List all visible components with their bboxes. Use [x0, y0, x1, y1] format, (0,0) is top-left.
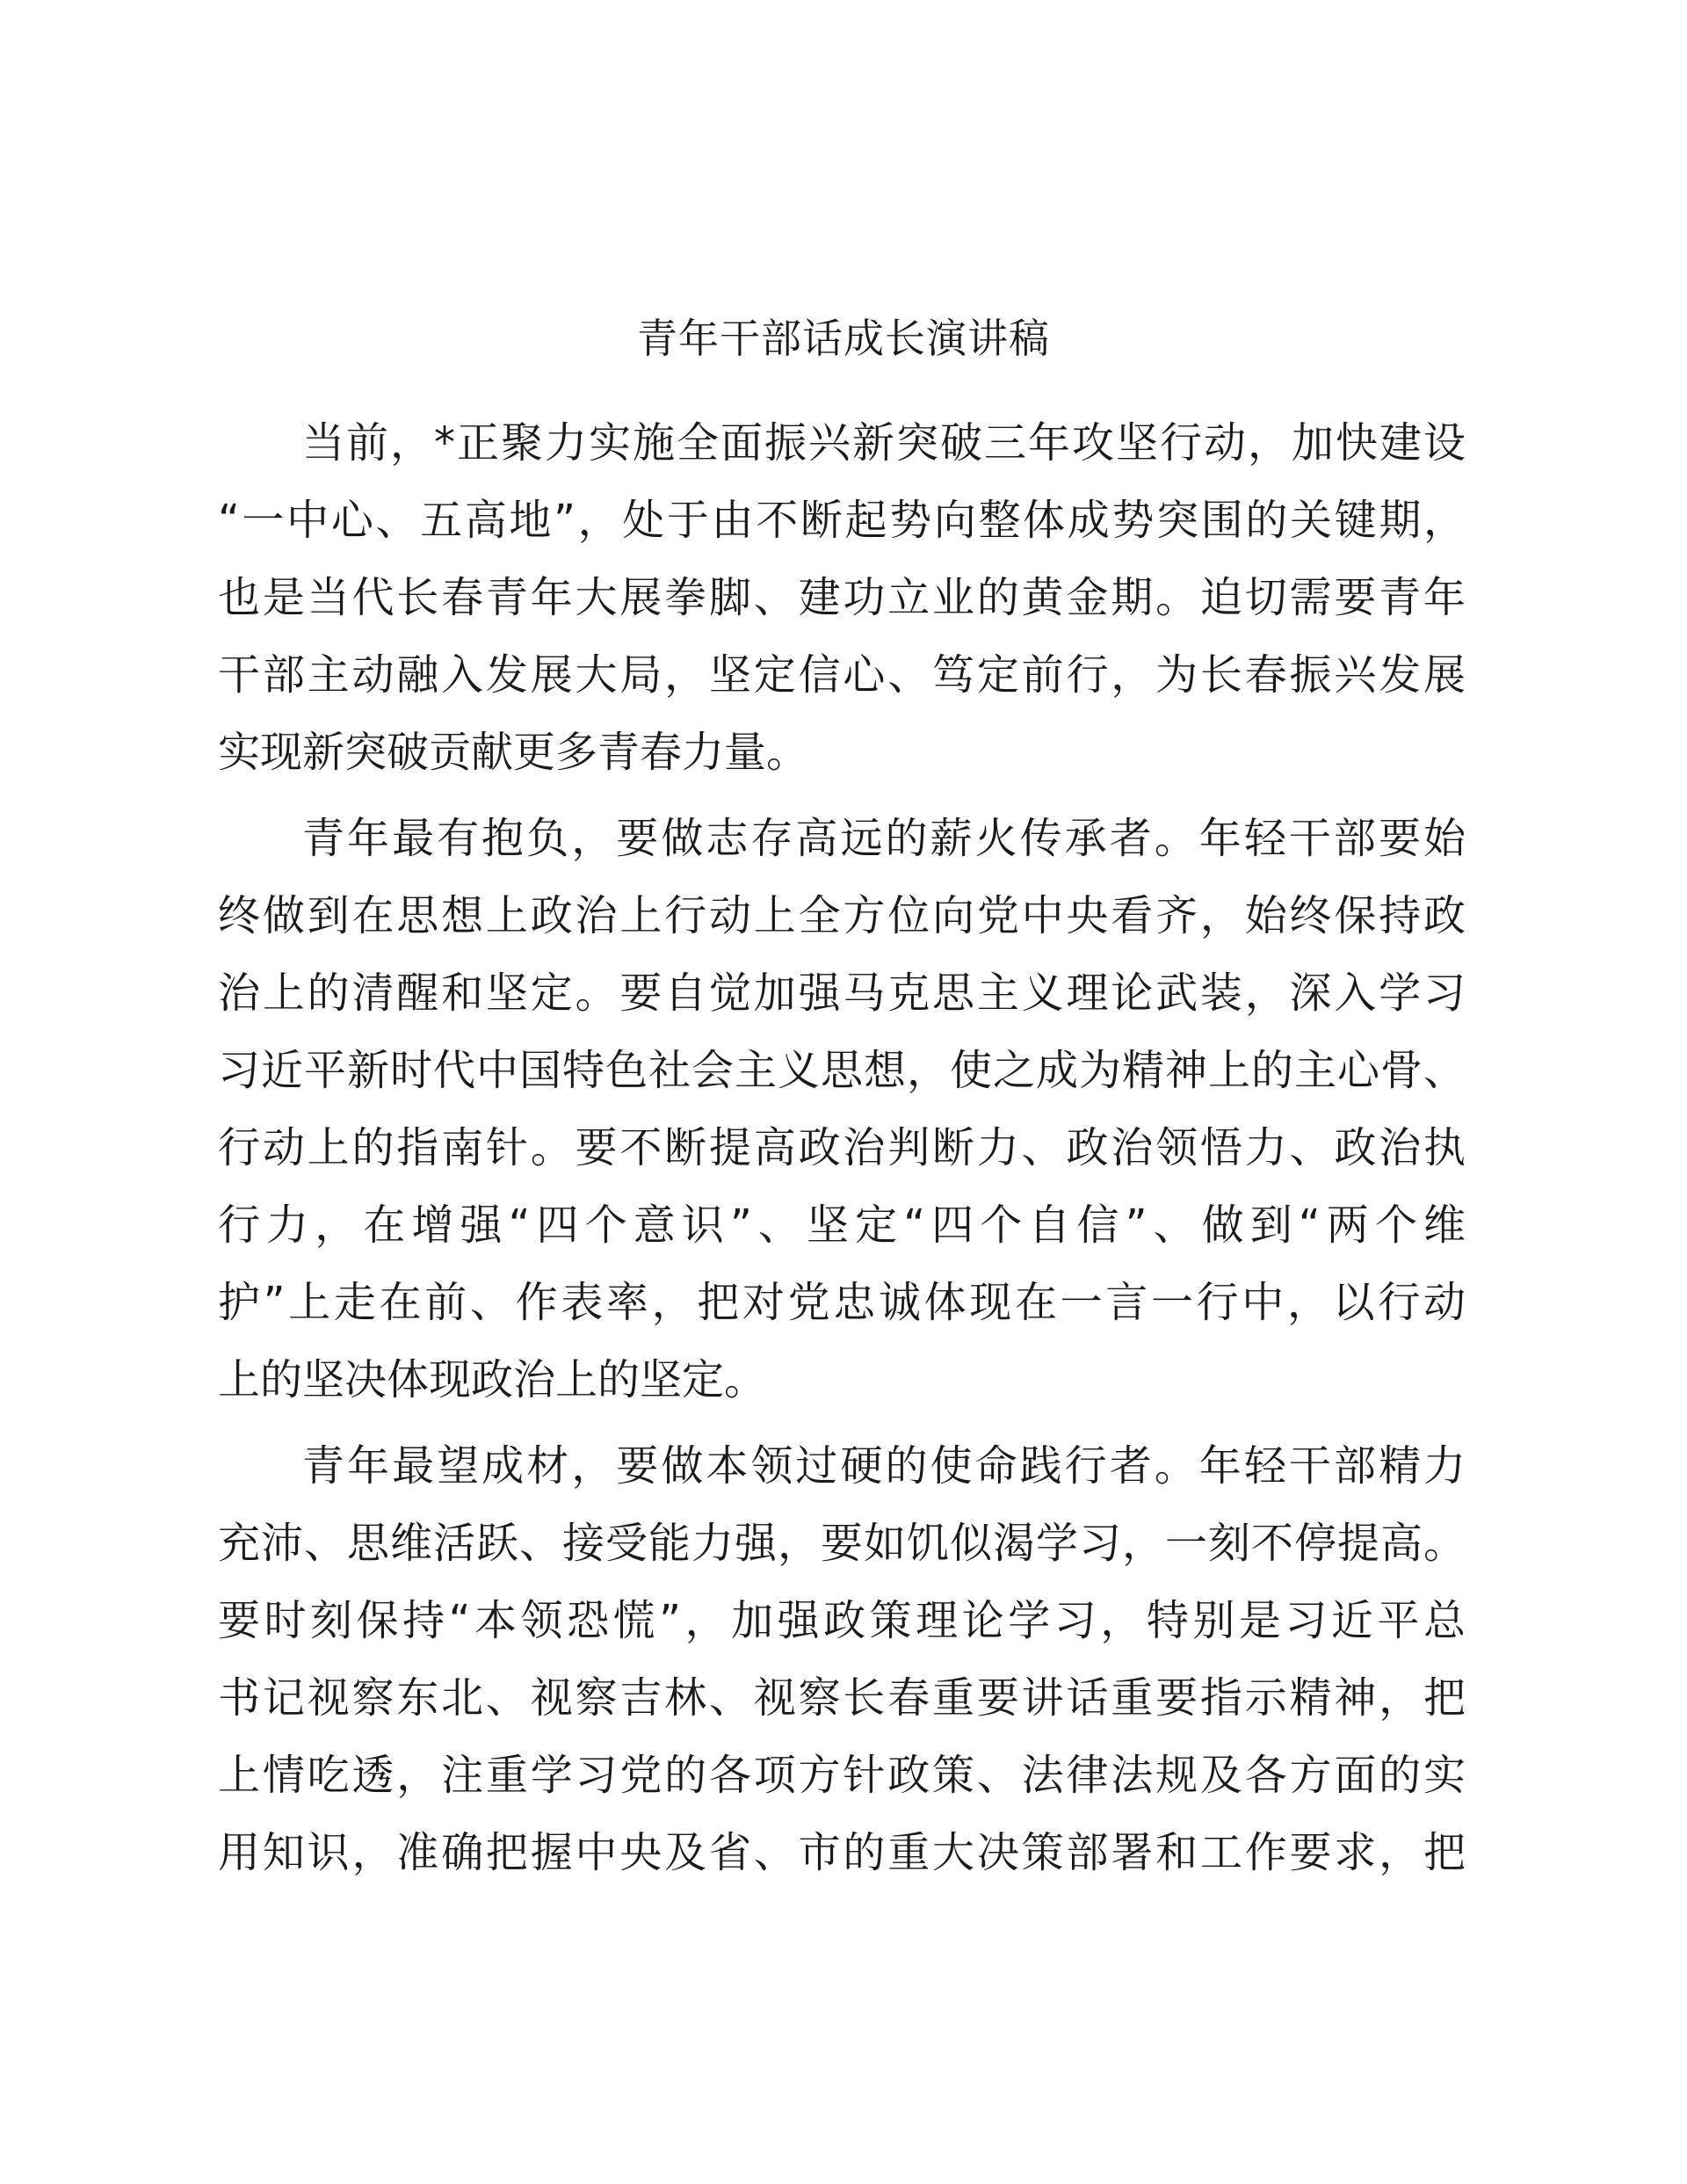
paragraph-line: 终做到在思想上政治上行动上全方位向党中央看齐，始终保持政: [218, 891, 1466, 940]
paragraph-line: 行动上的指南针。要不断提高政治判断力、政治领悟力、政治执: [218, 1123, 1466, 1172]
paragraph-line: 治上的清醒和坚定。要自觉加强马克思主义理论武装，深入学习: [218, 969, 1466, 1018]
paragraph-line: 上的坚决体现政治上的坚定。: [218, 1355, 767, 1404]
document-title: 青年干部话成长演讲稿: [637, 315, 1050, 362]
paragraph-line: 护”上走在前、作表率，把对党忠诚体现在一言一行中，以行动: [218, 1278, 1466, 1327]
paragraph-line: 当前，*正聚力实施全面振兴新突破三年攻坚行动，加快建设: [302, 418, 1466, 468]
paragraph-line: 实现新突破贡献更多青春力量。: [218, 728, 809, 777]
paragraph-line: “一中心、五高地”，处于由不断起势向整体成势突围的关键期，: [218, 496, 1466, 545]
paragraph-line: 用知识，准确把握中央及省、市的重大决策部署和工作要求，把: [218, 1828, 1466, 1877]
paragraph-line: 行力，在增强“四个意识”、坚定“四个自信”、做到“两个维: [218, 1201, 1466, 1250]
paragraph-line: 也是当代长春青年大展拳脚、建功立业的黄金期。迫切需要青年: [218, 573, 1466, 622]
paragraph-line: 要时刻保持“本领恐慌”，加强政策理论学习，特别是习近平总: [218, 1596, 1466, 1645]
paragraph-line: 习近平新时代中国特色社会主义思想，使之成为精神上的主心骨、: [218, 1046, 1466, 1095]
paragraph-line: 书记视察东北、视察吉林、视察长春重要讲话重要指示精神，把: [218, 1673, 1466, 1723]
paragraph-line: 充沛、思维活跃、接受能力强，要如饥似渴学习，一刻不停提高。: [218, 1519, 1466, 1568]
paragraph-line: 干部主动融入发展大局，坚定信心、笃定前行，为长春振兴发展: [218, 650, 1466, 700]
paragraph-line: 青年最望成材，要做本领过硬的使命践行者。年轻干部精力: [302, 1441, 1466, 1491]
paragraph-line: 青年最有抱负，要做志存高远的薪火传承者。年轻干部要始: [302, 814, 1466, 863]
paragraph-line: 上情吃透，注重学习党的各项方针政策、法律法规及各方面的实: [218, 1751, 1466, 1800]
